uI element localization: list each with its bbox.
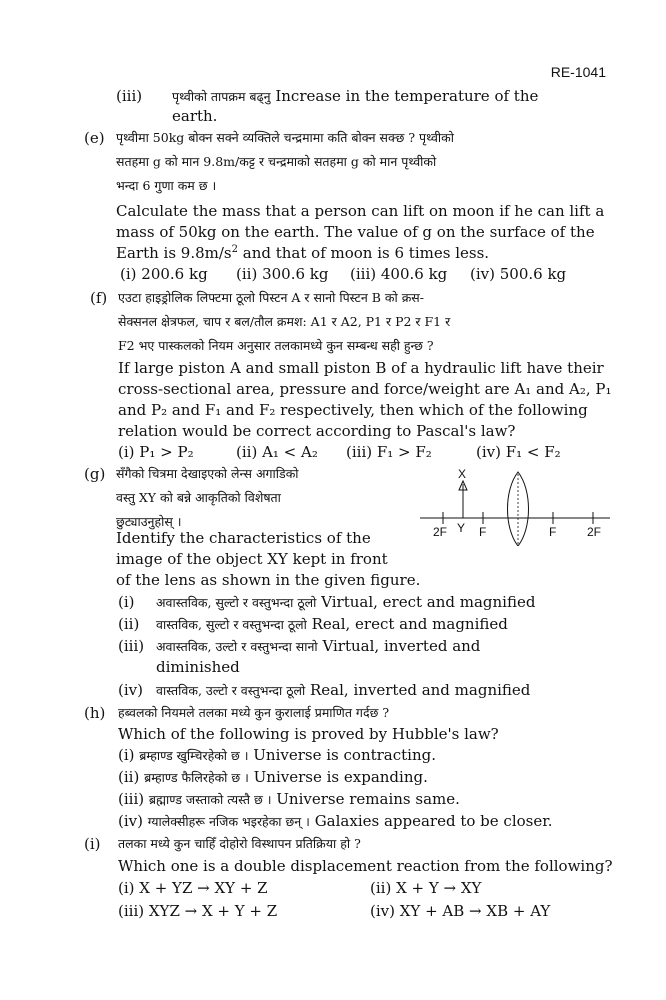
question-label: (h) [84, 704, 106, 722]
option-number: (i) [118, 593, 135, 611]
question-english: If large piston A and small piston B of a hydraulic lift have their [118, 359, 604, 377]
question-english: mass of 50kg on the earth. The value of g on the surface of the [116, 223, 595, 241]
question-english: Which one is a double displacement reaction from the following? [118, 857, 613, 875]
option-text: (ii) ब्रम्हाण्ड फैलिरहेको छ । Universe is expanding. [118, 768, 428, 786]
question-english: Earth is $9.8m/s^2$ and that of moon is 6 times less. [116, 244, 490, 262]
option: (i) P₁ > P₂ [118, 443, 194, 461]
option-text: (i) ब्रम्हाण्ड खुम्चिरहेको छ । Universe is contracting. [118, 746, 436, 764]
question-nepali: तलका मध्ये कुन चाहिँ दोहोरो विस्थापन प्रतिक्रिया हो ? [118, 836, 361, 851]
page-code: RE-1041 [550, 64, 606, 80]
question-english: of the lens as shown in the given figure. [116, 571, 421, 589]
question-nepali: हब्वलको नियमले तलका मध्ये कुन कुरालाई प्रमाणित गर्दछ ? [118, 705, 390, 720]
option: (ii) 300.6 kg [236, 265, 329, 283]
label-2f-right: 2F [587, 525, 602, 539]
object-y-label: Y [457, 521, 466, 535]
lens-diagram [415, 466, 615, 546]
question-label: (f) [90, 289, 108, 307]
option: (iv) XY + AB → XB + AY [370, 902, 551, 920]
option-number: (iv) [118, 681, 143, 699]
question-nepali: पृथ्वीमा 50kg बोक्न सक्ने व्यक्तिले चन्द्रमामा कति बोक्न सक्छ ? पृथ्वीको [116, 130, 454, 145]
option-text: अवास्तविक, उल्टो र वस्तुभन्दा सानो Virtual, inverted and [156, 637, 481, 655]
option-text: (iii) ब्रह्माण्ड जस्ताको त्यस्तै छ । Universe remains same. [118, 790, 460, 808]
question-nepali: F2 भए पास्कलको नियम अनुसार तलकामध्ये कुन सम्बन्ध सही हुन्छ ? [118, 338, 434, 353]
option-text: (iv) ग्यालेक्सीहरू नजिक भइरहेका छन् । Galaxies appeared to be closer. [118, 812, 553, 830]
question-nepali: वस्तु XY को बन्ने आकृतिको विशेषता [116, 490, 281, 505]
option-number: (iii) [116, 87, 143, 105]
question-label: (e) [84, 129, 105, 147]
option: (iii) 400.6 kg [350, 265, 448, 283]
question-english: and P₂ and F₁ and F₂ respectively, then which of the following [118, 401, 588, 419]
question-label: (g) [84, 465, 106, 483]
label-f-right: F [549, 525, 557, 539]
question-nepali: सेक्सनल क्षेत्रफल, चाप र बल/तौल क्रमश: A1 र A2, P1 र P2 र F1 र [118, 314, 451, 329]
option-text: वास्तविक, उल्टो र वस्तुभन्दा ठूलो Real, inverted and magnified [156, 681, 531, 699]
question-nepali: सँगैको चित्रमा देखाइएको लेन्स अगाडिको [116, 466, 299, 481]
question-english: image of the object XY kept in front [116, 550, 388, 568]
option: (ii) X + Y → XY [370, 879, 482, 897]
question-english: Calculate the mass that a person can lift on moon if he can lift a [116, 202, 605, 220]
question-label: (i) [84, 835, 101, 853]
option: (i) 200.6 kg [120, 265, 208, 283]
question-english: relation would be correct according to Pascal's law? [118, 422, 516, 440]
question-english: Which of the following is proved by Hubble's law? [118, 725, 499, 743]
option-text: वास्तविक, सुल्टो र वस्तुभन्दा ठूलो Real, erect and magnified [156, 615, 508, 633]
question-english: cross-sectional area, pressure and force/weight are A₁ and A₂, P₁ [118, 380, 612, 398]
option-text-cont: diminished [156, 658, 240, 676]
question-nepali: छुट्याउनुहोस् । [116, 514, 182, 529]
question-english: Identify the characteristics of the [116, 529, 371, 547]
option: (iv) F₁ < F₂ [476, 443, 561, 461]
option: (iii) XYZ → X + Y + Z [118, 902, 278, 920]
question-nepali: एउटा हाइड्रोलिक लिफ्टमा ठूलो पिस्टन A र सानो पिस्टन B को क्रस- [118, 290, 424, 305]
label-f-left: F [479, 525, 487, 539]
option-text: पृथ्वीको तापक्रम बढ्नु Increase in the temperature of the [172, 87, 539, 105]
option: (iii) F₁ > F₂ [346, 443, 432, 461]
option-text-cont: earth. [172, 107, 218, 125]
option: (i) X + YZ → XY + Z [118, 879, 268, 897]
question-nepali: सतहमा g को मान 9.8m/कट्ट र चन्द्रमाको सतहमा g को मान पृथ्वीको [116, 154, 437, 169]
option-number: (iii) [118, 637, 145, 655]
option-text: अवास्तविक, सुल्टो र वस्तुभन्दा ठूलो Virtual, erect and magnified [156, 593, 536, 611]
option: (ii) A₁ < A₂ [236, 443, 318, 461]
option-number: (ii) [118, 615, 140, 633]
object-x-label: X [458, 467, 467, 481]
label-2f-left: 2F [433, 525, 448, 539]
question-nepali: भन्दा 6 गुणा कम छ । [116, 178, 217, 193]
option: (iv) 500.6 kg [470, 265, 567, 283]
